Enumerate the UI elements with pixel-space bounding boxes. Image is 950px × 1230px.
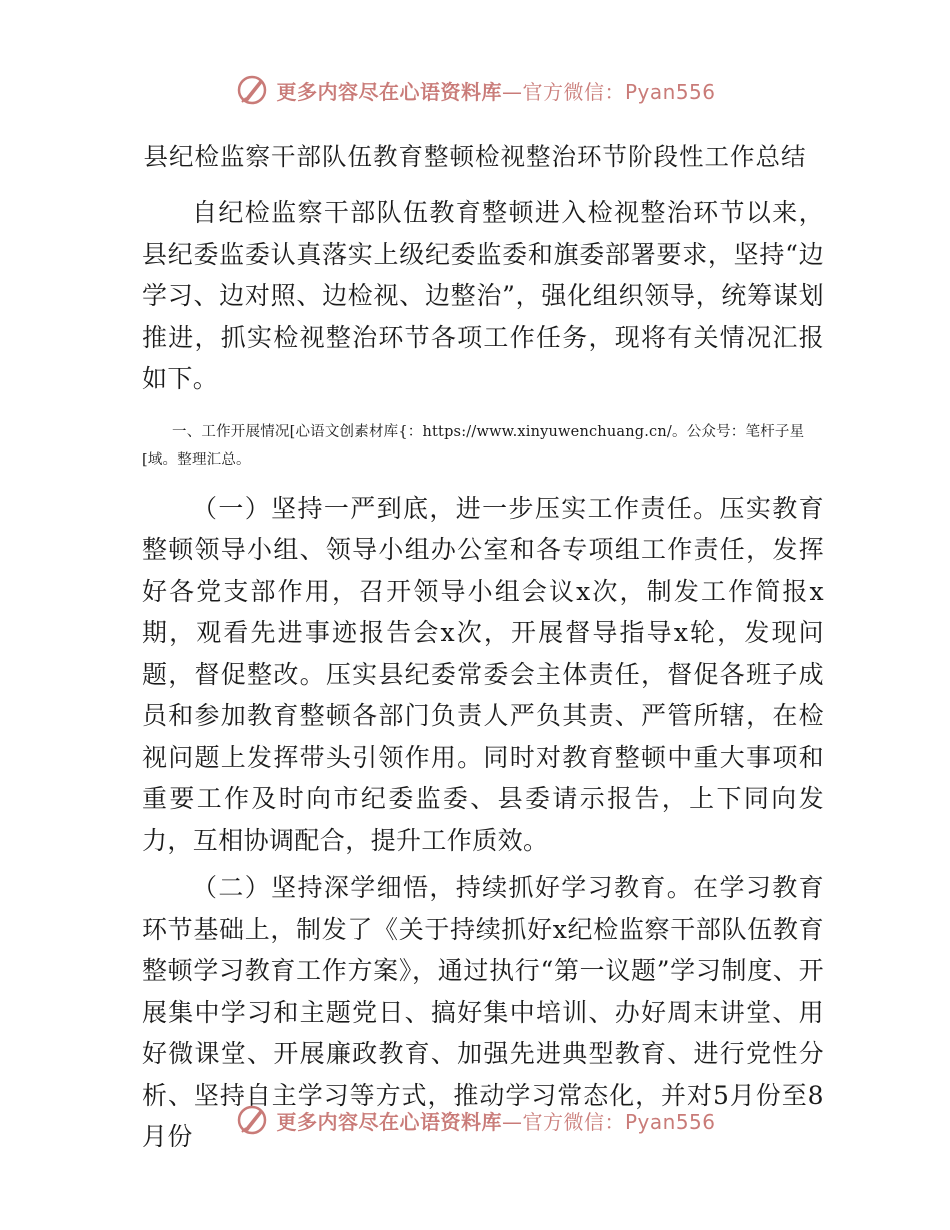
quill-logo-icon bbox=[234, 1102, 270, 1138]
banner-separator: — bbox=[501, 79, 523, 104]
section-heading-note: 一、工作开展情况[心语文创素材库{：https://www.xinyuwenchuang.cn/。公众号：笔杆子星[域。整理汇总。 bbox=[142, 423, 805, 468]
footer-banner bbox=[0, 1098, 950, 1142]
quill-logo-icon bbox=[234, 72, 270, 108]
banner-wechat-label: 官方微信： bbox=[522, 1109, 625, 1134]
header-banner bbox=[0, 68, 950, 112]
banner-text bbox=[276, 76, 715, 105]
paragraph-1: （一）坚持一严到底，进一步压实工作责任。压实教育整顿领导小组、领导小组办公室和各专项组工作责任，发挥好各党支部作用，召开领导小组会议x次，制发工作简报x期，观看先进事迹报告会x次，开展督导指导x轮，发现问题，督促整改。压实县纪委常委会主体责任，督促各班子成员和参加教育整顿各部门负责人严负其责、严管所辖，在检视问题上发挥带头引领作用。同时对教育整顿中重大事项和重要工作及时向市纪委监委、县委请示报告，上下同向发力，互相协调配合，提升工作质效。 bbox=[142, 493, 824, 855]
banner-account: Pyan556 bbox=[624, 79, 716, 104]
banner-account: Pyan556 bbox=[624, 1109, 716, 1134]
document-body bbox=[142, 192, 824, 1158]
banner-separator: — bbox=[501, 1109, 523, 1134]
paragraph-2: （二）坚持深学细悟，持续抓好学习教育。在学习教育环节基础上，制发了《关于持续抓好x纪检监察干部队伍教育整顿学习教育工作方案》，通过执行“第一议题”学习制度、开展集中学习和主题党日、搞好集中培训、办好周末讲堂、用好微课堂、开展廉政教育、加强先进典型教育、进行党性分析、坚持自主学习等方式，推动学习常态化，并对5月份至8月份 bbox=[142, 873, 824, 1151]
banner-wechat-label: 官方微信： bbox=[522, 79, 625, 104]
banner-slogan: 更多内容尽在心语资料库 bbox=[276, 79, 502, 104]
banner-slogan: 更多内容尽在心语资料库 bbox=[276, 1109, 502, 1134]
intro-paragraph: 自纪检监察干部队伍教育整顿进入检视整治环节以来，县纪委监委认真落实上级纪委监委和旗委部署要求，坚持“边学习、边对照、边检视、边整治”，强化组织领导，统筹谋划推进，抓实检视整治环节各项工作任务，现将有关情况汇报如下。 bbox=[142, 198, 824, 393]
banner-text bbox=[276, 1106, 715, 1135]
document-title: 县纪检监察干部队伍教育整顿检视整治环节阶段性工作总结 bbox=[143, 142, 807, 171]
